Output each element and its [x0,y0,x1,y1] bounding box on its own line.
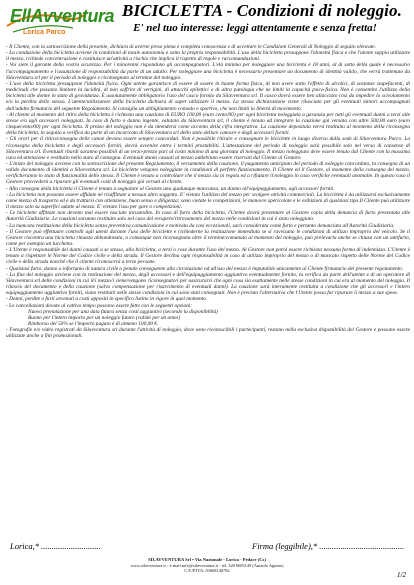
clause-paragraph: - La fine del noleggio avviene con la restituzione del mezzo, degli accessori e dell'equipaggiamento aggiuntivo eventualmente fornito, la verifica da parte dell'utente e di un operatore di Silavventura srl delle condizioni in cui il/i mezzo/i viene/vengono riconsegnato/i per assicurarsi che ogni cosa sia esattamente nelle stesse condizioni in cui era al momento del noleggio. Il rilascio del documento e della cauzione (salvo compensazione per risarcimento di eventuali danni). La cauzione sarà interamente restituita a condizione che gli accessori e l'intero equipaggiamento aggiuntivo forniti, siano restituiti nelle stesse condizioni in cui sono stati consegnati. Non è previsto l'alternativa che l'Utente possa far riparare il mezzo a sue spese. [6,271,410,297]
clause-paragraph: - Voi siete il garante della vostra sicurezza. Per i minorenni rispondono gli accompagnatori. L'età minima per noleggiare una bicicletta è 18 anni, al di sotto della quale è necessario l'accompagnamento e l'assunzione di responsabilità da parte di un adulto. Per noleggiare una bicicletta è necessario presentare un documento di identità valido, che verrà trattenuto da Silavventura srl per il periodo di noleggio e riconsegnato al termine del noleggio. [6,62,410,81]
clause-paragraph: - Il Gestore può effettuare controlli agli utenti durante l'uso delle biciclette e richiederne la restituzione immediata se si ravvisano le condizioni di utilizzo improprio del veicolo. Se il Gestore riscontra una bicicletta rimasta abbandonata, o comunque non riconsegnata oltre il termine/comunato al momento del noleggio, può prelevarla anche se chiusa con un antifurto, come per esempio un lucchetto. [6,228,410,247]
clause-paragraph: - Le biciclette affittate non devono mai essere lasciate incustodite. In caso di furto della bicicletta, l'Utente dovrà presentare al Gestore copia della denuncia di furto presentata alle Autorità Giudiziarie. Le cauzioni saranno restituite solo nel caso del recupero/ritrovamento del mezzo nelle condizioni in cui è stato noleggiato. [6,210,410,223]
signature-area [0,541,414,555]
document-subtitle: E' nel tuo interesse: leggi attentamente e senza fretta! [133,22,377,34]
company-logo [3,2,115,40]
rental-conditions [6,44,410,531]
clause-paragraph: - L'uso della bicicletta presuppone l'idoneità fisica. Ogni utente garantisce di essere di essere in buone forma fisica, di non avere sotto l'effetto di alcolici, di sostanze stupefacenti, di medicinali che possano limitare la lucidità, di non soffrire di vertigini, di attacchi epilettici o di altra patologia che ne limiti la capacità psico-fisica. Non è consentito l'utilizzo della bicicletta alle donne in stato di gravidanza. È assolutamente obbligatorio l'uso del casco fornito da Silavventura srl. Il casco dovrà essere ben allacciato così da impedire lo scivolamento e/o la perdita dello stesso. L'utente/utilizzatore della bicicletta dichiara di saper utilizzare il mezzo. La stessa dichiarazione viene rilasciata per gli eventuali minori accompagnati dall'adulto firmatario del seguente Regolamento. Si consiglia un abbigliamento comodo e sportivo, che non limiti la libertà di movimento. [6,80,410,112]
clause-paragraph: - Gli orari per il ritiro/consegna delle canoe devono essere sempre concordati. Non è possibile ritirare e consegnare le biciclette in luogo diverso dalla sede di Silavventura Parco. La riconsegna della bicicletta e degli accessori forniti, dovrà avvenire entro i termini prestabiliti. L'attestazione del periodo di noleggio sarà possibile solo nel verso di consenso di Silavventura srl. Eventuali ritardi saranno possibili di un terzo-prezzo pari al costo minimo di una giornata di noleggio. Il mezzo noleggiato deve essere tenuto dal Cliente con la massima cura ed attenzione e restituito nello stato di consegna. Eventuali danni causati al mezzo addebitato essere riservati dal Cliente al Gestore. [6,136,410,161]
clause-paragraph: - Le cancellazioni dovute al cattivo tempo possono essere fatte con le seguenti opzioni: [6,302,193,309]
clause-paragraph: - La bicicletta non possono essere affidate né risaffittate a nessun altro soggetto. E' vietato l'utilizzo del mezzo per svolgere attività commerciali. La bicicletta è da utilizzarsi esclusivamente come mezzo di trasporto ed è da trattarsi con attenzione, buon senso e diligenza; sono vietate le competizioni, le manovre spericolate e le esibizioni di qualsiasi tipo.Il Cliente può utilizzare il mezzo solo su superfici adatte al mezzo. E' vietato l'uso per gare o competizioni. [6,191,410,211]
clause-paragraph: - L'Utente è responsabile dei danni causati a se stesso, alla bicicletta, a terzi o cose durante l'uso del mezzo. Al Gestore non potrà essere richiesta nessuna forma di indennizzo. L'Utente è tenuto a rispettare le Norme del Codice civile e della strada. Il Gestore declina ogni responsabilità in caso di utilizzo improprio del mezzo o di mancato rispetto delle Norme del Codice civile e della strada nonché che il cliente riconoscerà a terze persone. [6,247,410,266]
footer-company: SILAVVENTURA Srl • Via Nazionale - Lorica - Pedace (Cs) [148,557,266,562]
document-header [0,0,414,44]
clause-paragraph: - Fotografie e/o video registrati da Silavventura srl durante l'attività di noleggio, dove sono riconoscibili i partecipanti, restano nella esclusiva disponibilità del Gestore e possono essere utilizzate anche a fini promozionali. [6,327,410,340]
clause-paragraph: - La conduzione della bicicletta avviene in condizioni di totale autonomia e sotto la propria responsabilità. L'uso della bicicletta presuppone l'idoneità fisica e che l'utente sappia utilizzare il mezzo, richiede concentrazione e costituisce un'attività a rischio che implica il rispetto di regole e raccomandazioni. [6,50,410,63]
clause-paragraph: - Il Cliente, con la sottoscrizione della presente, dichiara di averne preso piena e completa conoscenza e di accettare le Condizioni Generali di Noleggio di seguito elencate. [6,44,376,50]
clause-paragraph: - Al cliente al momento del ritiro della bicicletta è richiesta una cauzione di EURO 100,00 (euro cento/00) per ogni bicicletta noleggiata a garanzia per tutti gli eventuali danni a terzi alle stesse e/o agli accessori noleggiati. In caso di furto o danno ingente, valutato da Silavventura srl, il cliente è tenuto ad integrare la cauzione già versata con altre 500,00 euro (euro cinquecento/00) per ogni bicicletta. Il prezzo del noleggio non è da intendersi come acconto della cifra integrativa. La cauzione depositata verrà restituita al momento della riconsegna della bicicletta, in seguito a verifica da parte di un incaricato di Silavventura srl dello stato della/e canoa/e e degli accessori forniti. [6,111,410,137]
clause-paragraph: - La mancata restituzione della bicicletta senza preventiva comunicazione e motivata da casi eccezionali, sarà considerata come furto e pertanto denunciata all'Autorità Giudiziaria. [6,222,395,229]
cancellation-option: Nuova prenotazione per una data futura senza costi aggiuntivi (secondo la disponibilità) [28,308,218,315]
footer-contacts: www.silavventura.it - e-mail:info@silavventura.it - tel. 328 6683149 (Amaolo Aguino) [130,562,284,568]
footer-vat: C.F./P.IVA: 03668140782 [184,568,230,574]
clause-paragraph: - Qualsiasi furto, danno o infortunio di natura civile o penale conseguente alla circolazione od all'uso del mezzo è imputabile unicamente al Cliente firmatario del presente regolamento. [6,265,404,272]
place-signature-line[interactable]: Lorica,* ............................ [10,541,101,551]
clause-paragraph: - L'inizio del noleggio avviene con la sottoscrizione del presente Regolamento, il versamento della cauzione, il pagamento anticipato del periodo di noleggio concordato, la consegna di un valido documento di identità a Silavventura srl. Le biciclette vengono noleggiate in condizioni di perfetto funzionamento. Il Cliente ed il Gestore, al momento della consegna del mezzo, verificheranno lo stato di funzionalità dello stesso. Il Cliente è tenuto a controllare che il mezzo sia in regola ed a rifiutare il noleggio in caso verifiche eventuali anomalie. In questo caso il Gestore provvederà a riparare gli eventuali costi di noleggio già versati al cliente. [6,160,410,186]
signature-line[interactable]: Firma (leggibile),* ........................................ [252,541,405,551]
logo-text: EllAvventura [10,6,115,26]
document-title: BICICLETTA - Condizioni di noleggio. [122,1,402,20]
clause-paragraph: - Alla consegna della bicicletta il Cliente è tenuto a segnalare al Gestore una qualunque mancanza, un danno all'equipaggiamento, agli accessori forniti. [6,185,335,192]
document-footer [0,557,414,583]
logo-subtext: Lorica Parco [23,29,66,36]
clause-paragraph: - Danni, perdite o furti avvenuti a costi appositi in specifico listino in vigore in quel momento. [6,296,208,303]
cancellation-option: Rimborso del 50% se l'importo pagato è di almeno 100,00 €. [28,321,159,328]
page-number: 1/2 [397,571,406,579]
cancellation-option: Buono per l'intero importo per un noleggio futuro (valido per un anno) [28,314,180,321]
